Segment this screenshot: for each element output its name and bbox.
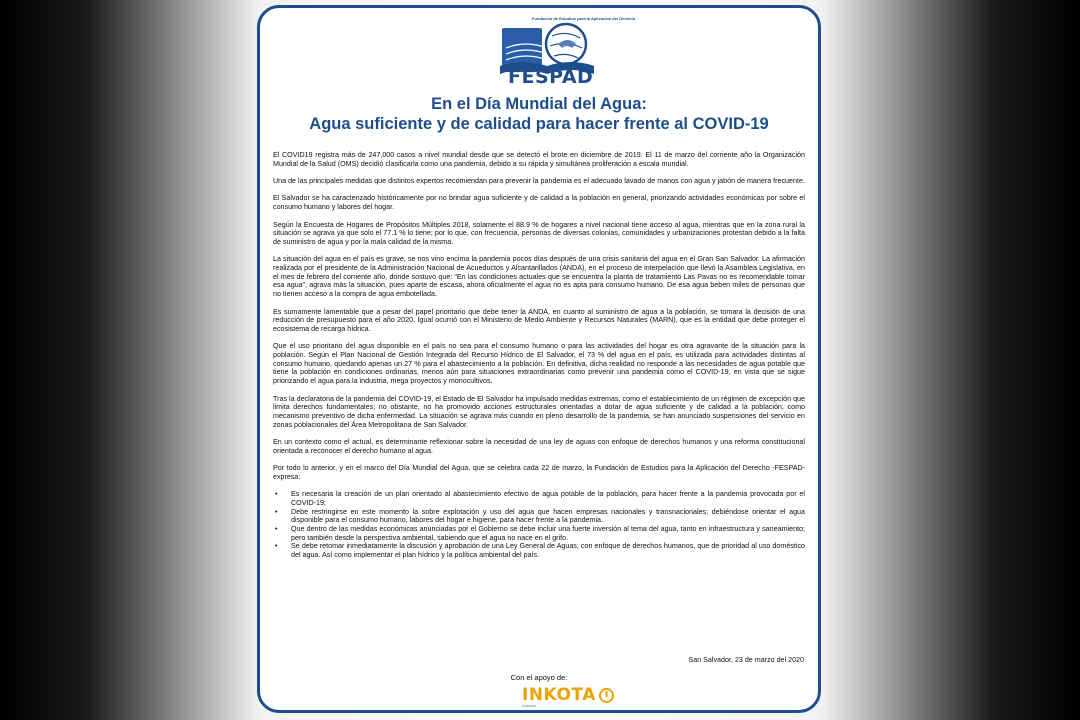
support-label: Con el apoyo de: [510,673,568,682]
title-line-1: En el Día Mundial del Agua: [431,95,647,113]
document-card [257,5,821,713]
paragraph: Una de las principales medidas que distintos expertos recomiendan para prevenir la pandemia es el adecuado lavado de manos con agua y jabón de manera frecuente. [273,177,805,186]
statement-body [273,151,805,569]
paragraph: El COVID19 registra más de 247,000 casos a nivel mundial desde que se detectó el brote en diciembre de 2019. El 11 de marzo del corriente año la Organización Mundial de la Salud (OMS) decidió clasificarla como una pandemia, debido a su rápida y simultánea proliferación a escala mundial. [273,151,805,168]
paragraph: Tras la declaratoria de la pandemia del COVID-19, el Estado de El Salvador ha impulsado medidas extremas, como el establecimiento de un régimen de excepción que limita derechos fundamentales; no obstante, no ha promovido acciones estructurales orientadas a dotar de agua suficiente y de calidad a la población, como mecanismo preventivo de dicha enfermedad. La situación se agrava más cuando en pleno desarrollo de la pandemia, se han anunciado suspensiones del servicio en zonas poblacionales del Área Metropolitana de San Salvador. [273,394,805,429]
list-item: • Debe restringirse en este momento la sobre explotación y uso del agua que hacen empresas nacionales y transnacionales; debiéndose orientar el agua disponible para el consumo humano, labores del hogar e higiene, para hacer frente a la pandemia. [273,508,805,525]
place-date: San Salvador, 23 de marzo del 2020 [688,656,804,664]
title-line-2: Agua suficiente y de calidad para hacer frente al COVID-19 [309,115,769,133]
paragraph: La situación del agua en el país es grave, se nos vino encima la pandemia pocos días después de una crisis sanitaria del agua en el Gran San Salvador. La afirmación realizada por el presidente de la Administración Nacional de Acueductos y Alcantarillados (ANDA), en el proceso de interpelación que llevó la Asamblea Legislativa, en el mes de febrero del corriente año, donde sostuvo que: “En las condiciones actuales que se encuentra la planta de tratamiento Las Pavas no es recomendable tomar esa agua”, agrava más la situación, pues aparte de escasa, ahora oficialmente el agua no es apta para consumo humano. De esa agua beben miles de personas que no tienen acceso a la compra de agua embotellada. [273,255,805,299]
list-item: • Es necesaria la creación de un plan orientado al abastecimiento efectivo de agua potable de la población, para hacer frente a la pandemia provocada por el COVID-19; [273,490,805,507]
inkota-mark-icon [599,688,614,703]
paragraph: Según la Encuesta de Hogares de Propósitos Múltiples 2018, solamente el 88.9 % de hogares a nivel nacional tiene acceso al agua, mientras que en la zona rural la situación se agrava ya que solo el 77.1 % lo tiene; por lo que, con frecuencia, personas de diversas colonias, comunidades y urbanizaciones protestan debido a la falta de suministro de agua y por la mala calidad de la misma. [273,220,805,246]
demands-list [273,490,805,560]
paragraph: En un contexto como el actual, es determinante reflexionar sobre la necesidad de una ley de aguas con enfoque de derechos humanos y una reforma constitucional orientada a reconocer el derecho humano al agua. [273,438,805,455]
page-title [260,94,818,134]
sponsor-logo-text: INKOTA [522,685,596,705]
paragraph: Que el uso prioritario del agua disponible en el país no sea para el consumo humano o para las actividades del hogar es otra agravante de la situación para la población. Según el Plan Nacional de Gestión Integrada del Recurso Hídrico de El Salvador, el 73 % del agua en el país, es utilizada para actividades distintas al consumo humano, quedando apenas un 27 % para el abastecimiento a la población. En definitiva, dicha realidad no responde a las necesidades de agua potable que tiene la población en condiciones ordinarias, menos aún para situaciones extraordinarias como prevenir una pandemia como el COVID-19, en vista que se sigue priorizando el agua para la industria, mega proyectos y monocultivos. [273,342,805,386]
sponsor-subtext: netzwerk [522,704,537,708]
paragraph: Es sumamente lamentable que a pesar del papel prioritario que debe tener la ANDA, en cuanto al suministro de agua a la población, se tomara la decisión de una reducción de presupuesto para el año 2020. Igual ocurrió con el Ministerio de Medio Ambiente y Recursos Naturales (MARN), que es la entidad que debe proteger el ecosistema de recarga hídrica. [273,307,805,333]
paragraph: Por todo lo anterior, y en el marco del Día Mundial del Agua, que se celebra cada 22 de marzo, la Fundación de Estudios para la Aplicación del Derecho -FESPAD- expresa: [273,464,805,481]
org-name: FESPAD [508,66,594,88]
list-item: • Se debe retomar inmediatamente la discusión y aprobación de una Ley General de Aguas, con enfoque de derechos humanos, que de prioridad al uso doméstico del agua. Así como implementar el plan hídrico y la política ambiental del país. [273,542,805,559]
paragraph: El Salvador se ha caracterizado históricamente por no brindar agua suficiente y de calidad a la población en general, priorizando actividades económicas por sobre el consumo humano y labores del hogar. [273,194,805,212]
list-item: • Que dentro de las medidas económicas anunciadas por el Gobierno se debe incluir una fuerte inversión al tema del agua, tanto en infraestructura y saneamiento; pero también desde la perspectiva ambiental, sabiendo que el agua no nace en el grifo. [273,525,805,542]
org-tagline: Fundación de Estudios para la Aplicación del Derecho [532,16,636,21]
